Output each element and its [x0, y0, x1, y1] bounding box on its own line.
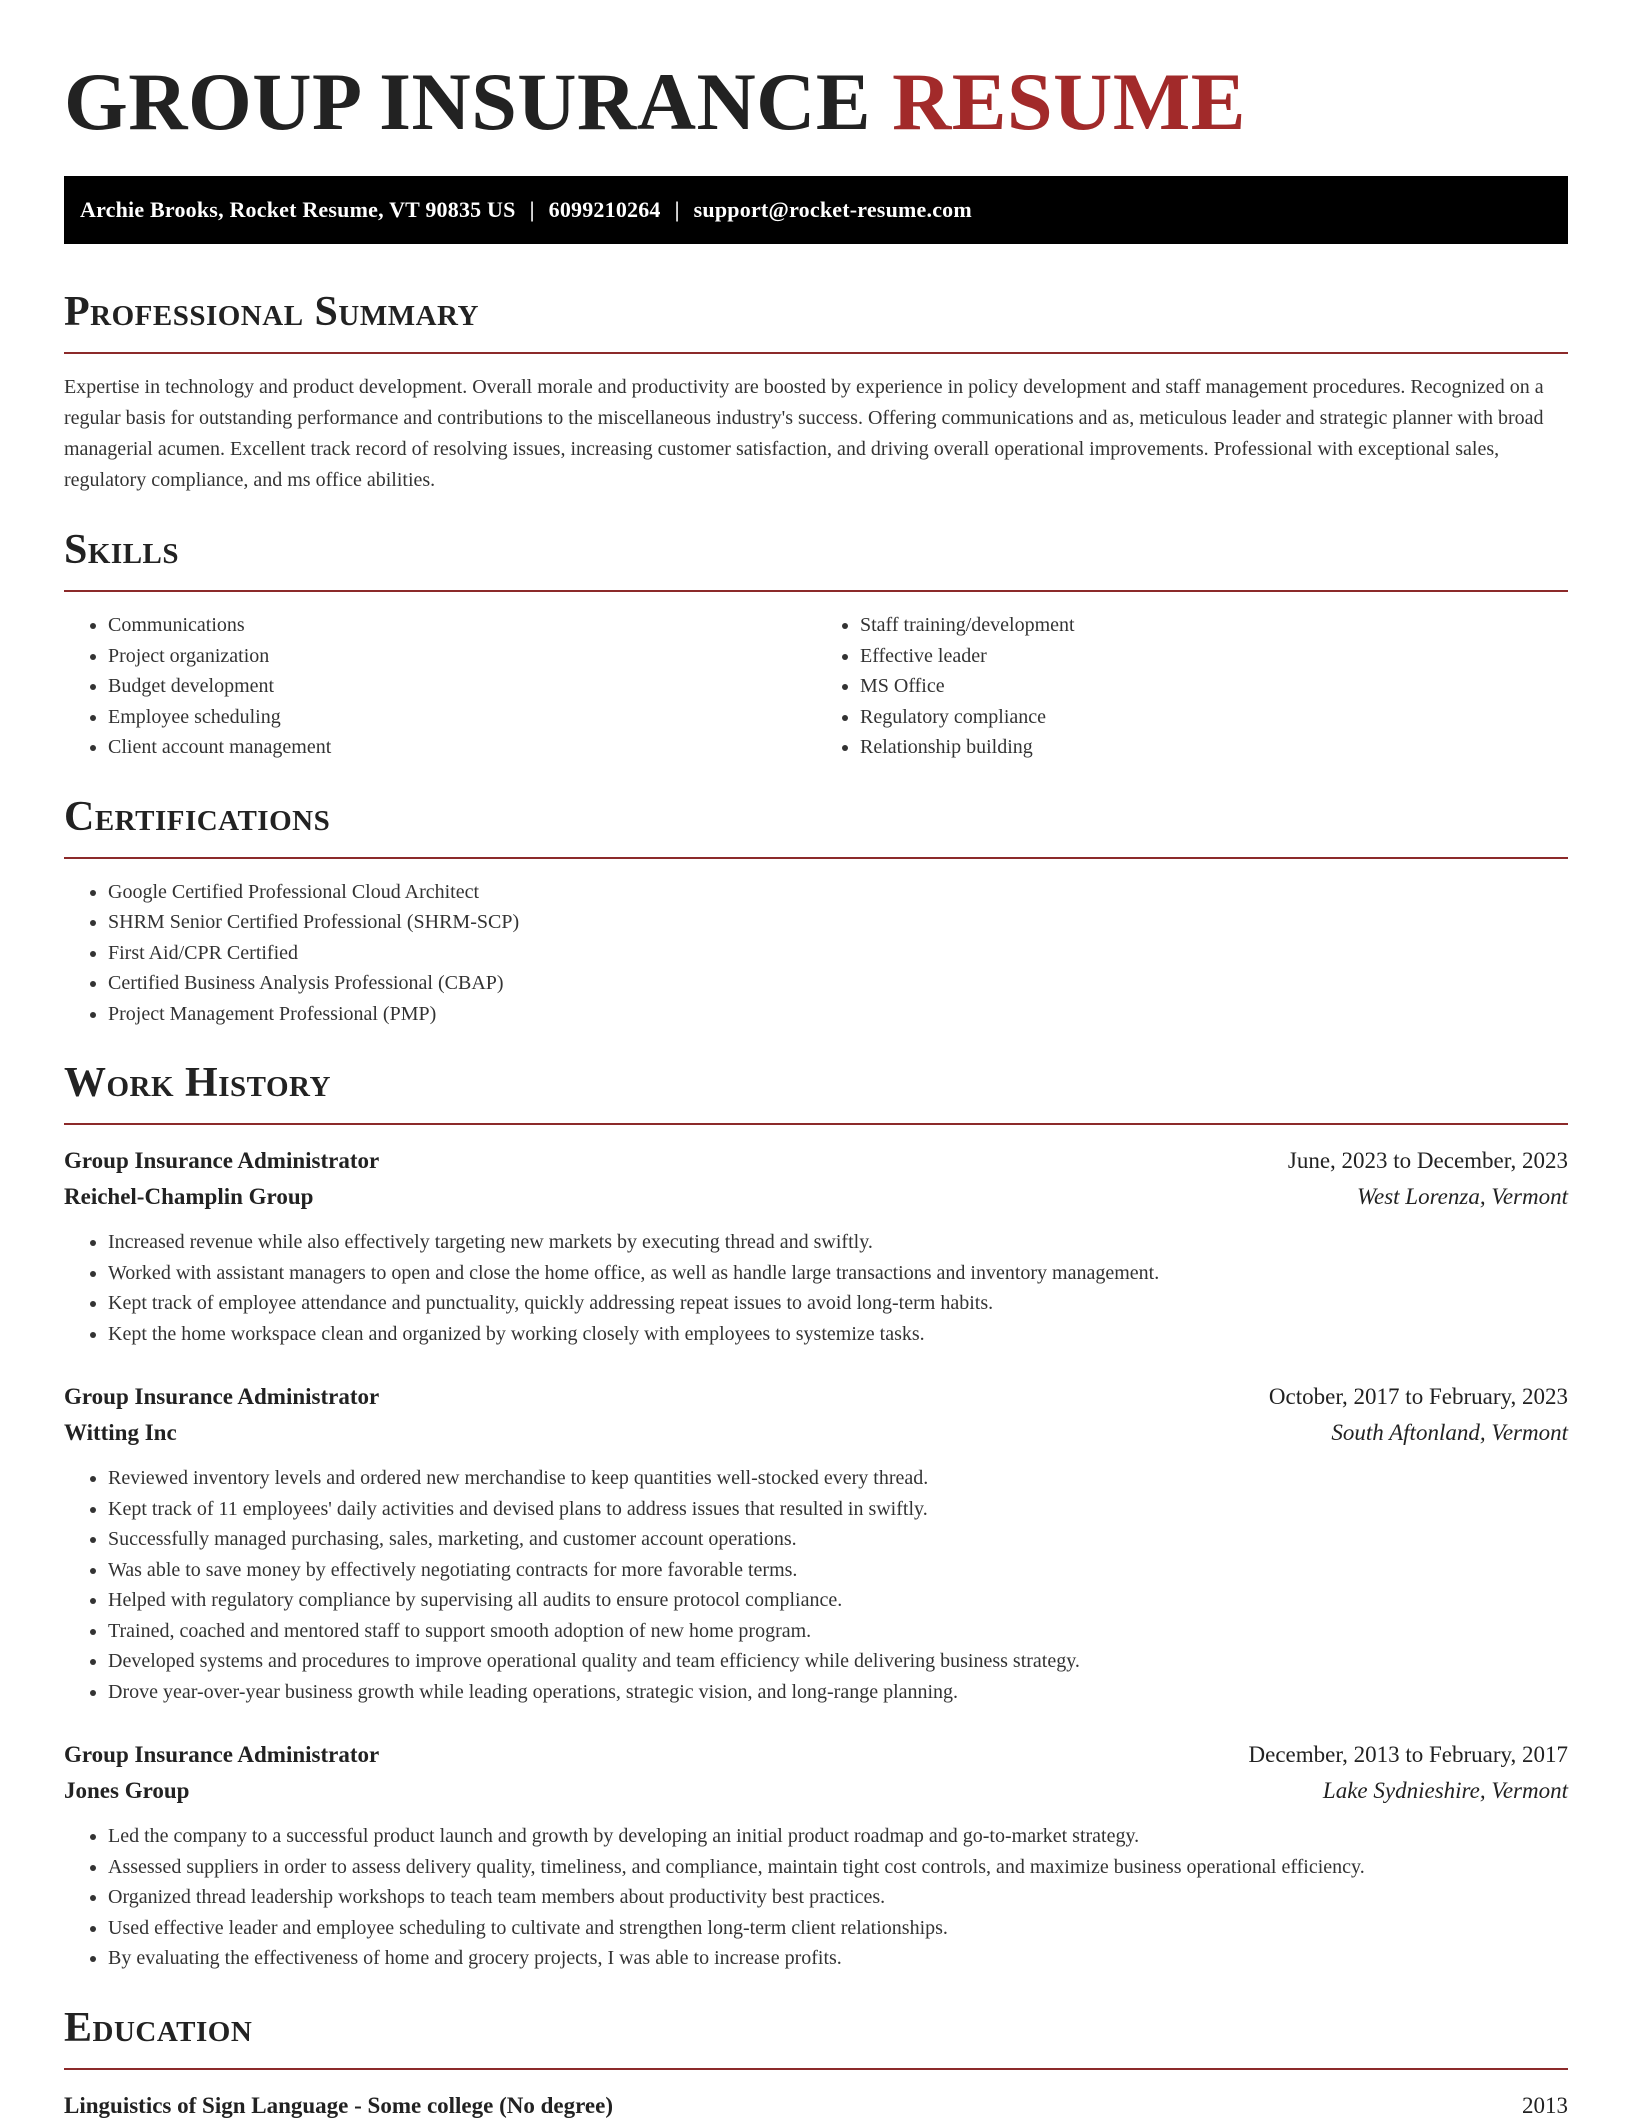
title-accent: RESUME — [892, 56, 1246, 147]
job-bullet: • Worked with assistant managers to open and close the home office, as well as handle large transactions and inventory management. — [108, 1258, 1568, 1289]
certification-item: • Google Certified Professional Cloud Architect — [108, 877, 1568, 908]
job-bullet: • By evaluating the effectiveness of home and grocery projects, I was able to increase profits. — [108, 1943, 1568, 1974]
education-degree: Linguistics of Sign Language - Some college (No degree) — [64, 2092, 613, 2118]
job-dates: October, 2017 to February, 2023 — [1268, 1384, 1568, 1409]
contact-separator: | — [674, 197, 680, 222]
job-dates: June, 2023 to December, 2023 — [1287, 1148, 1568, 1173]
job-bullets — [64, 1821, 1568, 1974]
job-bullet: • Kept track of 11 employees' daily activities and devised plans to address issues that resulted in swiftly. — [108, 1494, 1568, 1525]
contact-address: Archie Brooks, Rocket Resume, VT 90835 US — [80, 197, 516, 222]
certification-item: • Certified Business Analysis Professional (CBAP) — [108, 968, 1568, 999]
education-heading: Education — [64, 2004, 253, 2051]
work-history-heading: Work History — [64, 1060, 331, 1106]
job-entry — [64, 1143, 1568, 1349]
job-bullet: • Kept the home workspace clean and organized by working closely with employees to systemize tasks. — [108, 1319, 1568, 1350]
certifications-heading: Certifications — [64, 793, 331, 840]
contact-email: support@rocket-resume.com — [693, 197, 972, 222]
job-bullet: • Drove year-over-year business growth while leading operations, strategic vision, and long-range planning. — [108, 1677, 1568, 1708]
work-history-section — [64, 1059, 1568, 1974]
skill-item: • Project organization — [108, 641, 816, 672]
job-bullet: • Reviewed inventory levels and ordered new merchandise to keep quantities well-stocked every thread. — [108, 1463, 1568, 1494]
education-entry — [64, 2088, 1568, 2124]
job-company: Reichel-Champlin Group — [64, 1184, 314, 1209]
section-divider — [64, 1123, 1568, 1125]
job-bullet: • Successfully managed purchasing, sales, marketing, and customer account operations. — [108, 1524, 1568, 1555]
job-title: Group Insurance Administrator — [64, 1384, 380, 1409]
summary-section — [64, 288, 1568, 496]
skills-list-left — [64, 610, 816, 763]
education-year: 2013 — [1522, 2092, 1568, 2118]
job-bullet: • Increased revenue while also effectively targeting new markets by executing thread and swiftly. — [108, 1227, 1568, 1258]
section-divider — [64, 2068, 1568, 2070]
certification-item: • Project Management Professional (PMP) — [108, 999, 1568, 1030]
job-bullet: • Was able to save money by effectively negotiating contracts for more favorable terms. — [108, 1555, 1568, 1586]
job-bullet: • Trained, coached and mentored staff to support smooth adoption of new home program. — [108, 1616, 1568, 1647]
skills-columns — [64, 610, 1568, 763]
skill-item: • MS Office — [860, 671, 1568, 702]
job-bullet: • Developed systems and procedures to improve operational quality and team efficiency while delivering business strategy. — [108, 1646, 1568, 1677]
job-dates: December, 2013 to February, 2017 — [1248, 1742, 1568, 1767]
resume-title — [64, 52, 1568, 152]
job-location: West Lorenza, Vermont — [1356, 1184, 1568, 1209]
contact-phone: 6099210264 — [548, 197, 661, 222]
job-bullets — [64, 1463, 1568, 1707]
skill-item: • Budget development — [108, 671, 816, 702]
skill-item: • Communications — [108, 610, 816, 641]
certifications-section — [64, 793, 1568, 1030]
job-company: Jones Group — [64, 1778, 190, 1803]
job-bullet: • Helped with regulatory compliance by supervising all audits to ensure protocol compliance. — [108, 1585, 1568, 1616]
summary-text: Expertise in technology and product development. Overall morale and productivity are boosted by experience in policy development and staff management procedures. Recognized on a regular basis for outstanding performance and contributions to the miscellaneous industry's success. Offering communications and as, meticulous leader and strategic planner with broad managerial acumen. Excellent track record of resolving issues, increasing customer satisfaction, and driving overall operational improvements. Professional with exceptional sales, regulatory compliance, and ms office abilities. — [64, 376, 1544, 491]
skill-item: • Staff training/development — [860, 610, 1568, 641]
job-title: Group Insurance Administrator — [64, 1148, 380, 1173]
contact-separator: | — [529, 197, 535, 222]
job-title: Group Insurance Administrator — [64, 1742, 380, 1767]
summary-heading: Professional Summary — [64, 289, 479, 335]
skills-section — [64, 526, 1568, 763]
job-location: South Aftonland, Vermont — [1331, 1420, 1568, 1445]
skill-item: • Client account management — [108, 732, 816, 763]
section-divider — [64, 352, 1568, 354]
contact-bar — [64, 176, 1568, 244]
skill-item: • Regulatory compliance — [860, 702, 1568, 733]
education-section — [64, 2004, 1568, 2124]
section-divider — [64, 590, 1568, 592]
skill-item: • Employee scheduling — [108, 702, 816, 733]
certification-item: • SHRM Senior Certified Professional (SHRM-SCP) — [108, 907, 1568, 938]
job-entry — [64, 1737, 1568, 1974]
skill-item: • Effective leader — [860, 641, 1568, 672]
skills-heading: Skills — [64, 527, 180, 573]
job-location: Lake Sydnieshire, Vermont — [1322, 1778, 1568, 1803]
certification-item: • First Aid/CPR Certified — [108, 938, 1568, 969]
job-bullets — [64, 1227, 1568, 1349]
section-divider — [64, 857, 1568, 859]
job-bullet: • Organized thread leadership workshops to teach team members about productivity best practices. — [108, 1882, 1568, 1913]
job-entry — [64, 1379, 1568, 1707]
job-bullet: • Kept track of employee attendance and punctuality, quickly addressing repeat issues to avoid long-term habits. — [108, 1288, 1568, 1319]
skills-list-right — [816, 610, 1568, 763]
job-bullet: • Assessed suppliers in order to assess delivery quality, timeliness, and compliance, maintain tight cost controls, and maximize business operational efficiency. — [108, 1852, 1568, 1883]
job-company: Witting Inc — [64, 1420, 177, 1445]
skill-item: • Relationship building — [860, 732, 1568, 763]
certifications-list — [64, 877, 1568, 1030]
job-bullet: • Led the company to a successful product launch and growth by developing an initial product roadmap and go-to-market strategy. — [108, 1821, 1568, 1852]
job-bullet: • Used effective leader and employee scheduling to cultivate and strengthen long-term client relationships. — [108, 1913, 1568, 1944]
title-main: GROUP INSURANCE — [64, 56, 872, 147]
